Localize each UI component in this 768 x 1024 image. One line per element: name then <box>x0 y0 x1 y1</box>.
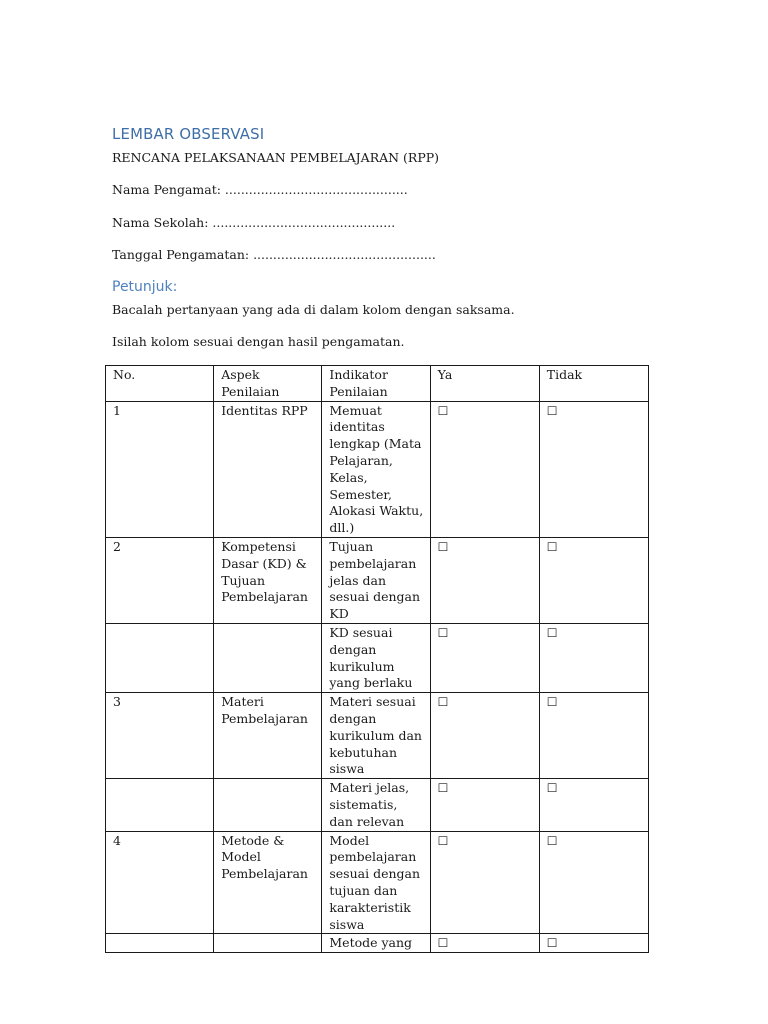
table-row <box>106 831 649 934</box>
document-subtitle: RENCANA PELAKSANAAN PEMBELAJARAN (RPP) <box>112 150 440 165</box>
row-number: 1 <box>106 401 214 537</box>
row-aspek: Materi Pembelajaran <box>214 693 322 779</box>
row-aspek <box>214 623 322 692</box>
row-aspek <box>214 934 322 953</box>
row-indikator: Materi sesuai dengan kurikulum dan kebutuhan siswa <box>322 693 430 779</box>
ya-checkbox[interactable]: ☐ <box>437 781 449 796</box>
ya-checkbox[interactable]: ☐ <box>437 833 449 848</box>
row-number <box>106 934 214 953</box>
tidak-checkbox[interactable]: ☐ <box>546 625 558 640</box>
table-row <box>106 934 649 953</box>
header-indikator: Indikator Penilaian <box>322 366 430 402</box>
row-aspek <box>214 779 322 831</box>
header-ya: Ya <box>430 366 539 402</box>
ya-checkbox[interactable]: ☐ <box>437 539 449 554</box>
school-name-field: Nama Sekolah: .............................................. <box>112 215 396 230</box>
table-row <box>106 401 649 537</box>
ya-checkbox[interactable]: ☐ <box>437 403 449 418</box>
row-number: 2 <box>106 537 214 623</box>
observation-table <box>105 365 649 953</box>
row-indikator: Memuat identitas lengkap (Mata Pelajaran, Kelas, Semester, Alokasi Waktu, dll.) <box>322 401 430 537</box>
table-row <box>106 623 649 692</box>
tidak-checkbox[interactable]: ☐ <box>546 695 558 710</box>
ya-checkbox[interactable]: ☐ <box>437 695 449 710</box>
row-aspek: Metode & Model Pembelajaran <box>214 831 322 934</box>
header-no: No. <box>106 366 214 402</box>
ya-checkbox[interactable]: ☐ <box>437 625 449 640</box>
table-row <box>106 693 649 779</box>
instruction-line-2: Isilah kolom sesuai dengan hasil pengamatan. <box>112 334 405 349</box>
row-number: 4 <box>106 831 214 934</box>
row-number <box>106 779 214 831</box>
tidak-checkbox[interactable]: ☐ <box>546 539 558 554</box>
instructions-heading: Petunjuk: <box>112 279 178 295</box>
row-indikator: Materi jelas, sistematis, dan relevan <box>322 779 430 831</box>
ya-checkbox[interactable]: ☐ <box>437 936 449 951</box>
row-aspek: Identitas RPP <box>214 401 322 537</box>
row-indikator: Tujuan pembelajaran jelas dan sesuai dengan KD <box>322 537 430 623</box>
header-aspek: Aspek Penilaian <box>214 366 322 402</box>
table-row <box>106 537 649 623</box>
row-aspek: Kompetensi Dasar (KD) & Tujuan Pembelajaran <box>214 537 322 623</box>
header-tidak: Tidak <box>539 366 648 402</box>
tidak-checkbox[interactable]: ☐ <box>546 403 558 418</box>
row-indikator: Metode yang <box>322 934 430 953</box>
table-header-row <box>106 366 649 402</box>
row-number: 3 <box>106 693 214 779</box>
row-number <box>106 623 214 692</box>
row-indikator: Model pembelajaran sesuai dengan tujuan dan karakteristik siswa <box>322 831 430 934</box>
row-indikator: KD sesuai dengan kurikulum yang berlaku <box>322 623 430 692</box>
instruction-line-1: Bacalah pertanyaan yang ada di dalam kolom dengan saksama. <box>112 302 515 317</box>
tidak-checkbox[interactable]: ☐ <box>546 833 558 848</box>
document-title: LEMBAR OBSERVASI <box>112 125 265 143</box>
observer-name-field: Nama Pengamat: .............................................. <box>112 182 408 197</box>
tidak-checkbox[interactable]: ☐ <box>546 936 558 951</box>
tidak-checkbox[interactable]: ☐ <box>546 781 558 796</box>
table-row <box>106 779 649 831</box>
observation-date-field: Tanggal Pengamatan: .............................................. <box>112 247 436 262</box>
